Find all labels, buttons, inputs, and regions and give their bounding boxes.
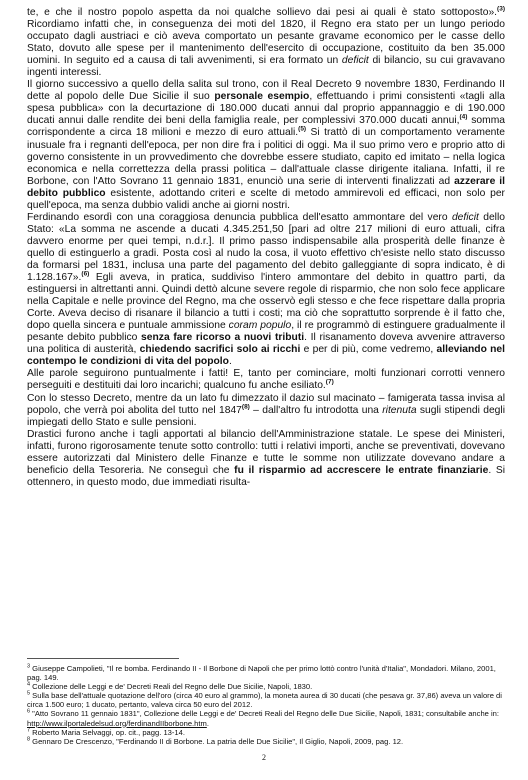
bold-phrase: alleviando nel contempo le condizioni di vita del popolo: [27, 344, 505, 368]
footnote-text: Giuseppe Campolieti, "Il re bomba. Ferdinando II - Il Borbone di Napoli che per primo lottò contro l'unità d'Italia", Mondadori. Milano, 2001, pag. 149.: [27, 664, 496, 683]
italic-term: deficit: [341, 55, 369, 67]
bold-phrase: personale esempio: [214, 91, 310, 103]
footnote-separator: [27, 658, 179, 659]
footnote-6: [27, 709, 505, 727]
footnote-8: [27, 737, 505, 746]
bold-phrase: senza fare ricorso a nuovi tributi: [141, 332, 305, 344]
source-link[interactable]: http://www.ilportaledelsud.org/ferdinandIIborbone.htm: [27, 718, 207, 728]
text-run: – dall'altro fu introdotta una: [249, 404, 383, 416]
footnotes: [27, 664, 505, 746]
footnote-number: 4: [27, 681, 31, 688]
footnote-number: 3: [27, 663, 31, 670]
text-run: Alle parole seguirono puntualmente i fatti! E, tanto per cominciare, molti funzionari corrotti vennero perseguiti e destituiti dai loro incarichi; qualcuno fu anche esiliato.: [27, 368, 505, 392]
text-run: sugli stipendi degli impiegati dello Stato e sulle pensioni.: [27, 404, 505, 428]
paragraph-5: [27, 393, 505, 429]
footnote-text: "Atto Sovrano 11 gennaio 1831", Collezione delle Leggi e de' Decreti Reali del Regno delle Due Sicilie, Napoli, 1831; consultabile anche in:: [30, 709, 500, 719]
footnote-ref-8[interactable]: (8): [241, 403, 250, 411]
footnote-4: [27, 682, 505, 691]
footnote-number: 6: [27, 708, 31, 715]
text-run: Drastici furono anche i tagli apportati al bilancio dell'Amministrazione statale. Le spese dei Ministeri, infatti, furono rigorosamente tenute sotto controllo: tutti i relativi importi, anche se preventivati, dovevano essere autorizzati dal Ministero delle Finanze e tutte le somme non utilizzate dovevano andare a beneficio della Tesoreria. Ne conseguì che: [27, 428, 505, 476]
italic-term: ritenuta: [382, 404, 417, 416]
text-run: .: [228, 356, 232, 368]
footnote-number: 8: [27, 736, 31, 743]
footnote-ref-5[interactable]: (5): [298, 126, 307, 134]
footnote-number: 5: [27, 690, 31, 697]
bold-phrase: chiedendo sacrifici solo ai ricchi: [139, 344, 301, 356]
text-run: dello Stato: «La somma ne ascende a ducati 4.345.251,50 [pari ad oltre 217 milioni di euro attuali, cifra davvero enorme per quei tempi, n.d.r.]. Il primo passo indispensabile alla prosperità delle finanze è quello di estinguerlo a gradi. Posta così al nudo la cosa, il vuoto effettivo ch'esiste nello stato discusso da formarsi pel 1831, inclusa una parte del pagamento del debito galleggiante di sopra indicato, è di 1.128.167».: [27, 211, 505, 284]
text-run: Egli aveva, in pratica, suddiviso l'intero ammontare del debito in quattro parti, da estinguersi in altrettanti anni. Quindi dettò alcune severe regole di risparmio, che non solo fece applicare nella Capitale e nelle province del Regno, ma che osservò egli stesso e che fece rispettare dalla propria Corte. Aveva deciso di risanare il bilancio a tutti i costi; ma ciò che soprattutto sorprende è il fatto che, dopo quella sincera e puntuale ammissione: [27, 272, 505, 332]
text-run: Con lo stesso Decreto, mentre da un lato fu dimezzato il dazio sul macinato – famigerata tassa invisa al popolo, che verrà poi abolita del tutto nel 1847: [27, 392, 505, 416]
page-number: 2: [262, 753, 266, 762]
text-run: Si trattò di un comportamento veramente inusuale fra i regnanti dell'epoca, per non dire fra i politici di oggi. Ma il suo primo vero e proprio atto di governo consistente in un provvedimento che dovrebbe essere studiato, capito ed imitato – nella logica economica e nella correttezza della prassi politica – dall'attuale classe dirigente italiana. Infatti, il re Borbone, con l'Atto Sovrano 11 gennaio 1831, enunciò una serie di interventi finalizzati ad: [27, 127, 505, 187]
text-run: Ricordiamo infatti che, in conseguenza dei moti del 1820, il Regno era stato per un lungo periodo occupato dagli austriaci e ciò aveva comportato un pesante gravame economico per le casse dello Stato, dovuto alle spese per il mantenimento dell'esercito di occupazione, costituito da ben 35.000 uomini. In seguito ed a causa di tali avvenimenti, si era formato un: [27, 19, 505, 67]
italic-term: coram populo: [228, 320, 292, 332]
bold-phrase: azzerare il debito pubblico: [27, 175, 505, 199]
footnote-number: 7: [27, 727, 31, 734]
text-run: . Si ottennero, in questo modo, due immediati risulta-: [27, 464, 505, 488]
footnote-ref-3[interactable]: (3): [497, 5, 505, 13]
text-run: , effettuando i primi consistenti «tagli alla spesa pubblica» con la decurtazione di 180.000 ducati annui dal proprio appannaggio e di 190.000 ducati annui dalle rendite dei beni della famiglia reale, per complessivi 370.000 ducati annui,: [27, 91, 505, 127]
text-run: , il re programmò di estinguere gradualmente il pesante debito pubblico: [27, 320, 505, 344]
text-run: di bilancio, su cui gravavano ingenti interessi.: [27, 55, 505, 79]
text-run: e per di più, come vedremo,: [300, 344, 437, 356]
italic-term: deficit: [451, 211, 479, 223]
paragraph-4: [27, 368, 505, 392]
footnote-ref-6[interactable]: (6): [81, 270, 90, 278]
paragraph-3: [27, 212, 505, 369]
footnote-text: Gennaro De Crescenzo, "Ferdinando II di Borbone. La patria delle Due Sicilie", Il Giglio, Napoli, 2009, pag. 12.: [30, 736, 404, 746]
footnote-5: [27, 691, 505, 709]
text-run: te, e che il nostro popolo aspetta da noi qualche sollievo dai pesi ai quali è stato sottoposto».: [27, 7, 498, 18]
footnote-ref-7[interactable]: (7): [325, 379, 334, 387]
text-run: somma corrispondente a circa 18 milioni e mezzo di euro attuali.: [27, 115, 506, 139]
text-run: Ferdinando esordì con una coraggiosa denuncia pubblica dell'esatto ammontare del vero: [27, 211, 452, 223]
paragraph-6: [27, 429, 505, 489]
footnote-ref-4[interactable]: (4): [459, 114, 468, 121]
footnote-text: Sulla base dell'attuale quotazione dell'oro (circa 40 euro al grammo), la moneta aurea di 30 ducati (che pesava gr. 37,86) aveva un valore di circa 1.500 euro; 1 ducato, pertanto, valeva circa 50 euro del 2012.: [27, 691, 502, 710]
footnote-7: [27, 728, 505, 737]
footnote-text: Roberto Maria Selvaggi, op. cit., pagg. 13-14.: [30, 727, 185, 737]
bold-phrase: fu il risparmio ad accrescere le entrate finanziarie: [234, 464, 489, 476]
main-text: [27, 7, 505, 489]
text-run: Il giorno successivo a quello della salita sul trono, con il Real Decreto 9 novembre 1830, Ferdinando II dette al popolo delle Due Sicilie il suo: [27, 79, 505, 103]
text-run: . Il risanamento doveva avvenire attraverso una politica di austerità,: [27, 332, 506, 356]
paragraph-2: [27, 79, 505, 212]
text-run: esistente, adottando criteri e scelte di metodo ammirevoli ed efficaci, non solo per quell'epoca, ma senza dubbio validi anche ai giorni nostri.: [27, 187, 505, 211]
footnote-3: [27, 664, 505, 682]
paragraph-1: [27, 7, 505, 79]
footnote-text: .: [206, 718, 209, 728]
footnote-text: Collezione delle Leggi e de' Decreti Reali del Regno delle Due Sicilie, Napoli, 1830.: [30, 682, 313, 692]
